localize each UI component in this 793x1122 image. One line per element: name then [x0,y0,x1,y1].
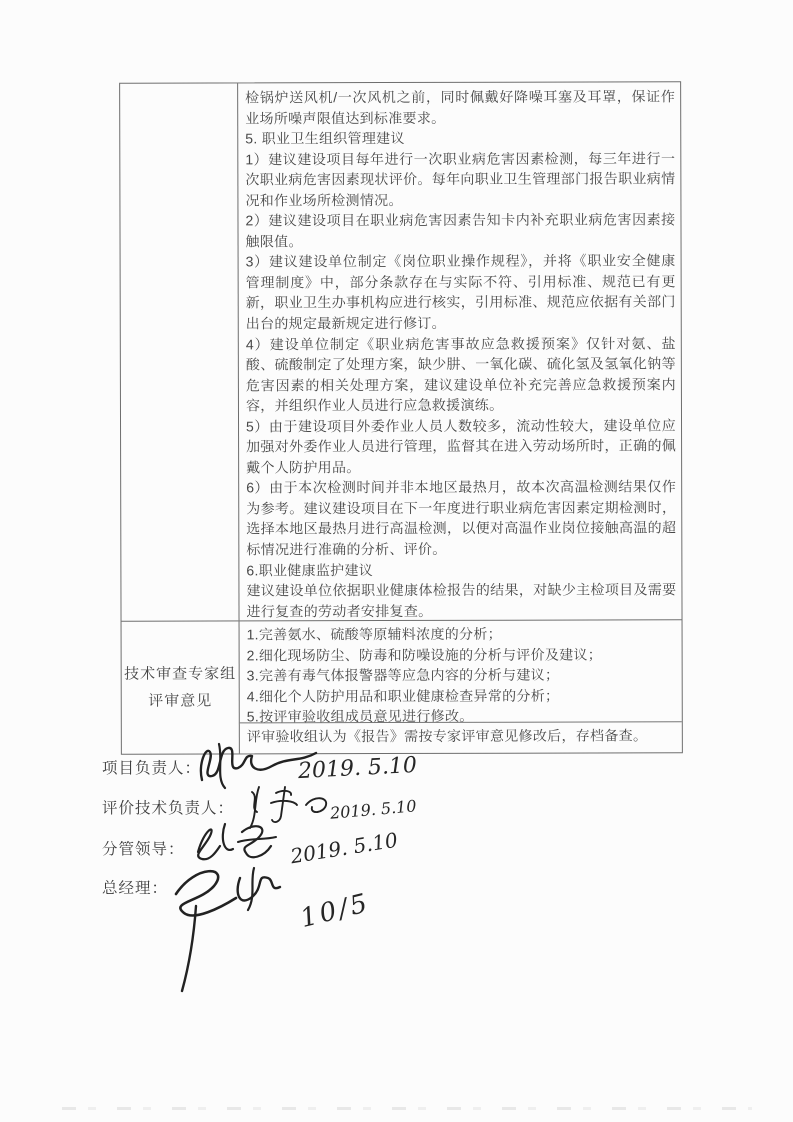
scan-edge-artifact [62,1107,752,1110]
paragraph: 6.职业健康监护建议 [246,561,374,578]
paragraph: 5. 职业卫生组织管理建议 [245,130,405,147]
opinion-item: 2.细化现场防尘、防毒和防噪设施的分析与评价及建议； [246,646,603,663]
tech-leader-date: 2019. 5.10 [329,796,418,823]
supervisor-label: 分管领导： [102,841,185,858]
opinion-item: 1.完善氨水、硫酸等原辅料浓度的分析； [246,625,502,643]
opinion-item: 3.完善有毒气体报警器等应急内容的分析与建议； [246,666,560,684]
paragraph: 检锅炉送风机/一次风机之前，同时佩戴好降噪耳塞及耳罩，保证作业场所噪声限值达到标准要求。 [245,88,676,126]
review-conclusion: 评审验收组认为《报告》需按专家评审意见修改后，存档备查。 [246,727,648,745]
general-manager-date: 10/5 [297,887,373,935]
tech-leader-label: 评价技术负责人： [102,800,235,817]
project-leader-date: 2019. 5.10 [297,752,418,785]
supervisor-date: 2019. 5.10 [288,827,400,869]
expert-review-label-cell [122,621,240,753]
expert-review-label: 评审意见 [148,692,213,710]
table-row [122,619,682,753]
table-row [120,82,681,620]
general-manager-label: 总经理： [102,880,169,897]
opinion-item: 5.按评审验收组成员意见进行修改。 [246,707,474,725]
paragraph: 4）建设单位制定《职业病危害事故应急救援预案》仅针对氨、盐酸、硫酸制定了处理方案，缺少肼、一氧化碳、硫化氢及氢氧化钠等危害因素的相关处理方案，建议建设单位补充完善应急救援预案内容，并组织作业人员进行应急救援演练。 [245,334,676,414]
project-leader-label: 项目负责人： [102,760,202,777]
general-manager-signature [150,850,310,995]
paragraph: 3）建议建设单位制定《岗位职业操作规程》，并将《职业安全健康管理制度》中，部分条款存在与实际不符、引用标准、规范已有更新，职业卫生办事机构应进行核实，引用标准、规范应依据有关部门出台的规定最新规定进行修订。 [245,252,676,332]
paragraph: 5）由于建设项目外委作业人员人数较多，流动性较大，建设单位应加强对外委作业人员进行管理，监督其在进入劳动场所时，正确的佩戴个人防护用品。 [246,417,677,476]
row1-label-cell-empty [120,83,239,620]
paragraph: 2）建议建设项目在职业病危害因素告知卡内补充职业病危害因素接触限值。 [245,211,676,250]
expert-opinions-list [240,620,682,723]
opinion-item: 4.细化个人防护用品和职业健康检查异常的分析； [246,687,560,705]
paragraph: 建议建设单位依据职业健康体检报告的结果，对缺少主检项目及需要进行复查的劳动者安排复查。 [246,581,677,620]
paragraph: 1）建议建设项目每年进行一次职业病危害因素检测，每三年进行一次职业病危害因素现状评价。每年向职业卫生管理部门报告职业病情况和作业场所检测情况。 [245,149,676,209]
paragraph: 6）由于本次检测时间并非本地区最热月，故本次高温检测结果仅作为参考。建议建设项目在下一年度进行职业病危害因素定期检测时，选择本地区最热月进行高温检测，以便对高温作业岗位接触高温的超标情况进行准确的分析、评价。 [246,478,677,558]
expert-review-label: 技术审查专家组 [124,665,237,683]
expert-review-content-cell [240,620,682,753]
recommendations-cell [238,82,681,620]
report-table [119,81,683,754]
